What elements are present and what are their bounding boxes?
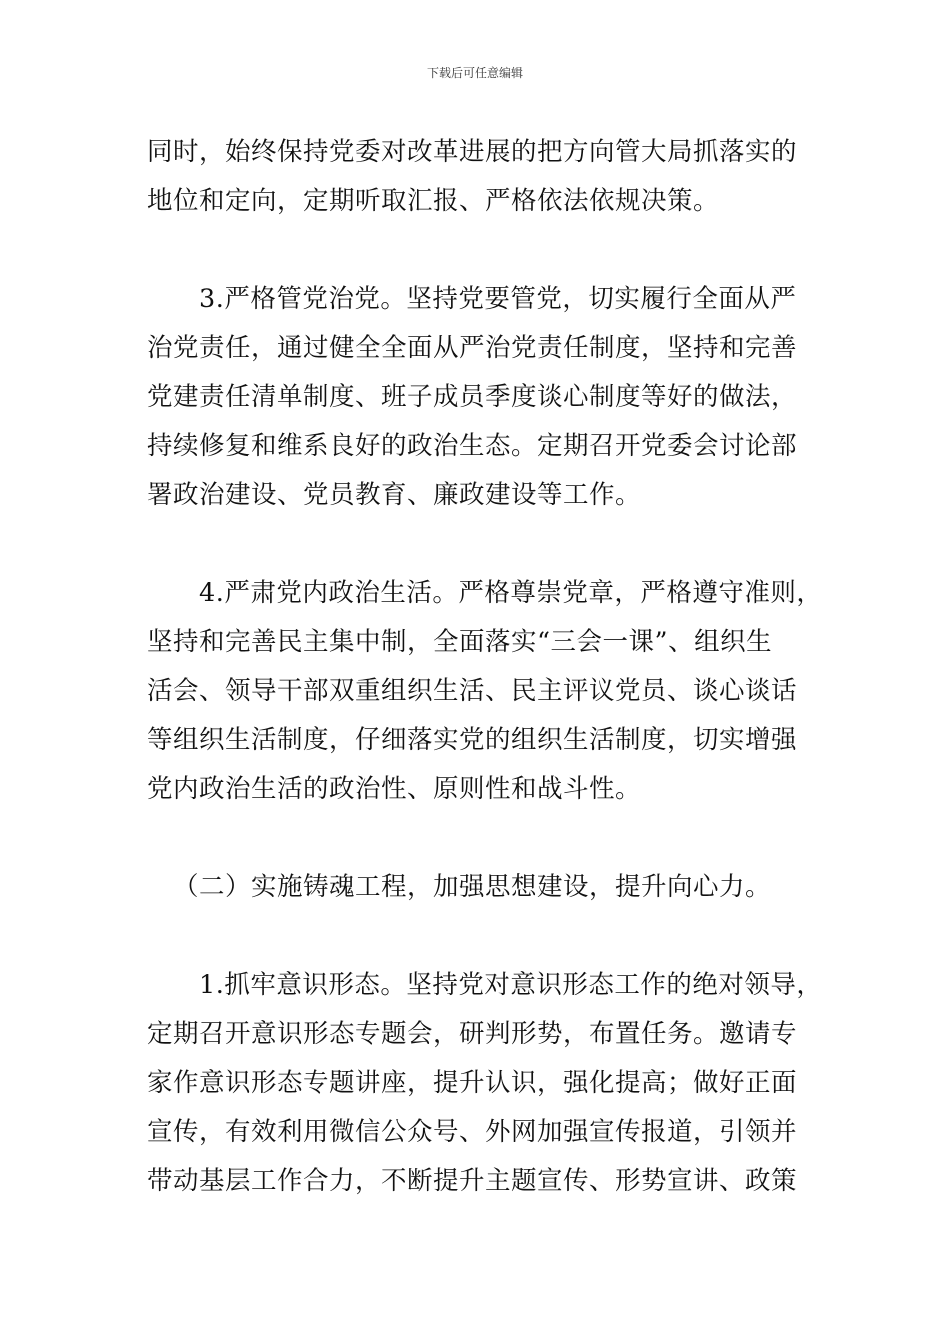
text-line: 党建责任清单制度、班子成员季度谈心制度等好的做法， bbox=[147, 382, 798, 412]
paragraph-continuation bbox=[147, 128, 817, 226]
paragraph-ideology bbox=[147, 961, 823, 1206]
text-line: 署政治建设、党员教育、廉政建设等工作。 bbox=[147, 480, 642, 510]
paragraph-strict-party-governance bbox=[147, 275, 817, 520]
text-line: 3.严格管党治党。坚持党要管党，切实履行全面从严 bbox=[199, 284, 797, 314]
text-line: 1.抓牢意识形态。坚持党对意识形态工作的绝对领导， bbox=[199, 970, 823, 1000]
text-line: 等组织生活制度，仔细落实党的组织生活制度，切实增强 bbox=[147, 725, 798, 755]
section-heading: （二）实施铸魂工程，加强思想建设，提升向心力。 bbox=[173, 872, 772, 902]
text-line: 定期召开意识形态专题会，研判形势，布置任务。邀请专 bbox=[147, 1019, 798, 1049]
text-line: 家作意识形态专题讲座，提升认识，强化提高；做好正面 bbox=[147, 1068, 798, 1098]
text-line: 4.严肃党内政治生活。严格尊崇党章，严格遵守准则， bbox=[199, 578, 823, 608]
text-line: 活会、领导干部双重组织生活、民主评议党员、谈心谈话 bbox=[147, 676, 798, 706]
text-line: 党内政治生活的政治性、原则性和战斗性。 bbox=[147, 774, 642, 804]
text-line: 持续修复和维系良好的政治生态。定期召开党委会讨论部 bbox=[147, 431, 798, 461]
paragraph-political-life bbox=[147, 569, 823, 814]
page-header: 下载后可任意编辑 bbox=[426, 66, 523, 80]
text-line: 地位和定向，定期听取汇报、严格依法依规决策。 bbox=[147, 186, 720, 216]
text-line: 带动基层工作合力，不断提升主题宣传、形势宣讲、政策 bbox=[147, 1166, 798, 1196]
text-line: 治党责任，通过健全全面从严治党责任制度，坚持和完善 bbox=[147, 333, 798, 363]
text-line: 宣传，有效利用微信公众号、外网加强宣传报道，引领并 bbox=[147, 1117, 798, 1147]
text-line: 同时，始终保持党委对改革进展的把方向管大局抓落实的 bbox=[147, 137, 798, 167]
text-line: 坚持和完善民主集中制，全面落实“三会一课”、组织生 bbox=[147, 627, 773, 657]
document-body bbox=[147, 128, 823, 1206]
